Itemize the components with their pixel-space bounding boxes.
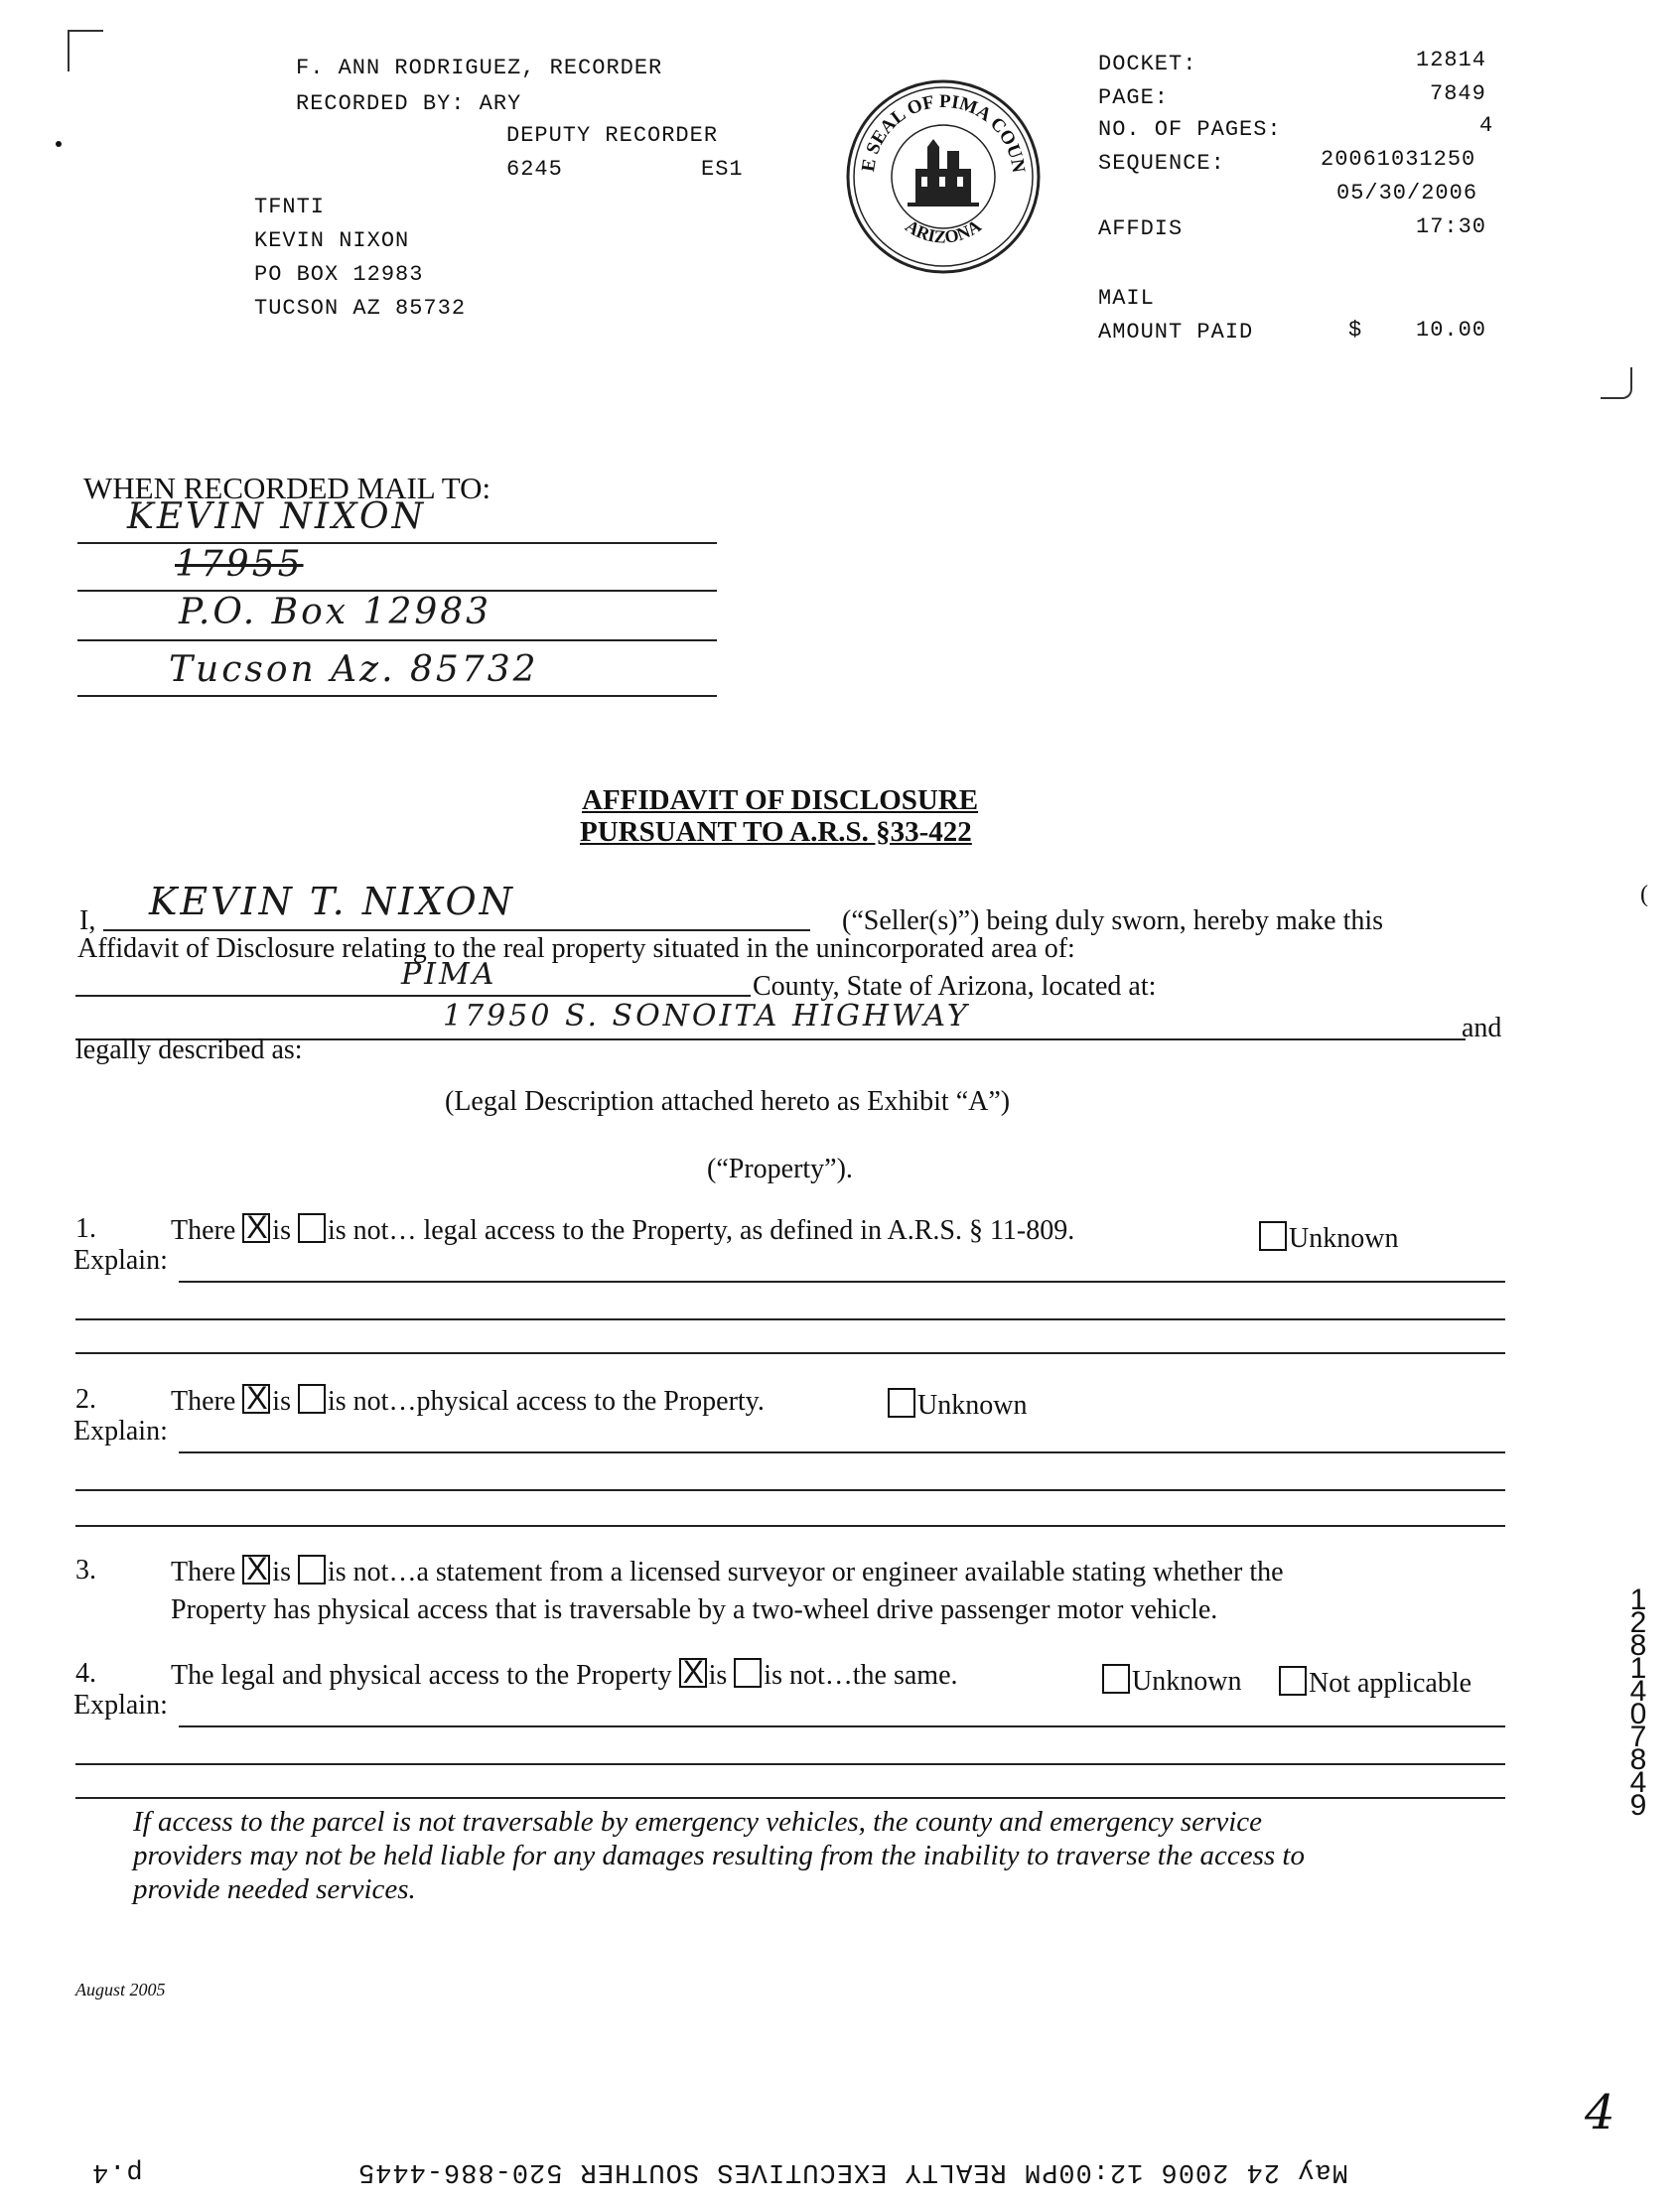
document-title: AFFIDAVIT OF DISCLOSURE xyxy=(582,784,979,816)
item-4-is-not-checkbox[interactable] xyxy=(734,1658,762,1688)
item-3-line-2: Property has physical access that is traversable by a two-wheel drive passenger motor vehicle. xyxy=(171,1594,1218,1625)
item-2-unknown: Unknown xyxy=(888,1388,1027,1422)
item-3-text: There X is is not…a statement from a licensed surveyor or engineer available stating whether the xyxy=(171,1555,1284,1588)
pages-value: 4 xyxy=(1479,113,1494,138)
item-1-number: 1. xyxy=(75,1213,96,1244)
record-time: 17:30 xyxy=(1416,214,1487,239)
mail-to-po-box: P.O. Box 12983 xyxy=(179,592,492,632)
item-4-explain: Explain: xyxy=(73,1690,168,1721)
code-b: ES1 xyxy=(701,157,744,182)
address-line-4: TUCSON AZ 85732 xyxy=(254,296,467,321)
item-1-unknown: Unknown xyxy=(1259,1221,1398,1255)
item-2-unknown-checkbox[interactable] xyxy=(888,1388,915,1418)
pages-label: NO. OF PAGES: xyxy=(1098,117,1282,142)
amount-value: 10.00 xyxy=(1416,318,1487,343)
and-text: and xyxy=(1462,1013,1502,1043)
item-1-is-not-checkbox[interactable] xyxy=(298,1213,326,1243)
item-4-not-applicable-checkbox[interactable] xyxy=(1279,1666,1307,1696)
document-subtitle: PURSUANT TO A.R.S. §33-422 xyxy=(580,816,972,848)
amount-currency: $ xyxy=(1348,318,1363,343)
item-1-unknown-checkbox[interactable] xyxy=(1259,1221,1287,1251)
notice-line-2: providers may not be held liable for any damages resulting from the inability to traverse the access to xyxy=(133,1840,1305,1871)
docket-label: DOCKET: xyxy=(1098,52,1197,76)
fax-header: May 24 2006 12:00PM REALTY EXECUTIVES SOUTHER 520-886-4445 xyxy=(357,2156,1348,2186)
mail-to-street: 17955 xyxy=(175,544,304,585)
property-label: (“Property”). xyxy=(707,1154,853,1184)
item-1-text: There X is is not… legal access to the Property, as defined in A.R.S. § 11-809. xyxy=(171,1213,1074,1247)
item-4-unknown: Unknown xyxy=(1102,1664,1241,1698)
deputy-recorder: DEPUTY RECORDER xyxy=(506,123,719,148)
item-1-explain: Explain: xyxy=(73,1245,168,1276)
sequence-value: 20061031250 xyxy=(1321,147,1476,172)
item-4-number: 4. xyxy=(75,1658,96,1689)
address-line-2: KEVIN NIXON xyxy=(254,228,410,253)
document-type: AFFDIS xyxy=(1098,216,1184,241)
affidavit-text: Affidavit of Disclosure relating to the real property situated in the unincorporated area of: xyxy=(77,933,1075,964)
item-3-number: 3. xyxy=(75,1555,96,1586)
corner-mark-right xyxy=(1601,367,1632,399)
item-3-is-not-checkbox[interactable] xyxy=(298,1555,326,1585)
address-line-3: PO BOX 12983 xyxy=(254,262,424,287)
item-4-text: The legal and physical access to the Property X is is not…the same. xyxy=(171,1658,958,1692)
legally-described: legally described as: xyxy=(75,1034,303,1065)
item-4-is-checkbox[interactable] xyxy=(679,1658,707,1688)
item-2-explain: Explain: xyxy=(73,1416,168,1447)
notice-line-1: If access to the parcel is not traversable by emergency vehicles, the county and emergency service xyxy=(133,1806,1263,1838)
address-line-1: TFNTI xyxy=(254,195,326,219)
item-3-is-checkbox[interactable] xyxy=(242,1555,270,1585)
item-2-is-checkbox[interactable] xyxy=(242,1384,270,1414)
item-2-explain-line-2 xyxy=(75,1489,1505,1491)
mail-to-line-1 xyxy=(77,542,717,544)
county-text: County, State of Arizona, located at: xyxy=(753,971,1157,1002)
mail-to-label: WHEN RECORDED MAIL TO: xyxy=(83,471,491,505)
sequence-label: SEQUENCE: xyxy=(1098,151,1225,176)
fax-page: p.4 xyxy=(91,2156,143,2186)
legal-description-note: (Legal Description attached hereto as Exhibit “A”) xyxy=(445,1086,1011,1117)
seller-name: KEVIN T. NIXON xyxy=(149,880,515,923)
mail-to-line-4 xyxy=(77,695,717,697)
recorded-by: RECORDED BY: ARY xyxy=(296,91,522,116)
record-date: 05/30/2006 xyxy=(1336,181,1478,206)
seal-bottom-text: ARIZONA xyxy=(902,215,985,247)
svg-text:ARIZONA xyxy=(902,215,984,246)
item-1-explain-line-3 xyxy=(75,1352,1505,1354)
item-2-is-not-checkbox[interactable] xyxy=(298,1384,326,1414)
county-name: PIMA xyxy=(401,957,497,992)
mail-to-line-3 xyxy=(77,639,717,641)
item-4-unknown-checkbox[interactable] xyxy=(1102,1664,1130,1694)
margin-mark: ( xyxy=(1640,882,1648,907)
handwritten-page-number: 4 xyxy=(1585,2085,1615,2140)
item-4-explain-line-2 xyxy=(75,1763,1505,1765)
seller-name-line xyxy=(103,929,810,931)
recorder-name: F. ANN RODRIGUEZ, RECORDER xyxy=(296,56,663,80)
item-2-number: 2. xyxy=(75,1384,96,1415)
item-1-is-checkbox[interactable] xyxy=(242,1213,270,1243)
mail-to-name: KEVIN NIXON xyxy=(127,496,427,537)
property-address: 17950 S. SONOITA HIGHWAY xyxy=(443,999,970,1034)
form-date: August 2005 xyxy=(75,1980,166,1999)
item-1-explain-line-1 xyxy=(179,1281,1505,1283)
docket-value: 12814 xyxy=(1416,48,1487,72)
county-seal xyxy=(844,77,1043,276)
seal-top-text: E SEAL OF PIMA COUN xyxy=(858,90,1030,175)
seller-text: (“Seller(s)”) being duly sworn, hereby make this xyxy=(842,905,1384,936)
amount-label: AMOUNT PAID xyxy=(1098,320,1254,345)
mail-to-city: Tucson Az. 85732 xyxy=(169,649,539,690)
mail-label: MAIL xyxy=(1098,286,1155,311)
county-line xyxy=(75,995,751,997)
code-a: 6245 xyxy=(506,157,563,182)
item-1-explain-line-2 xyxy=(75,1318,1505,1320)
item-2-explain-line-1 xyxy=(179,1451,1505,1453)
side-stamp-number: 12814 07849 xyxy=(1629,1584,1647,1822)
page-label: PAGE: xyxy=(1098,85,1170,110)
intro-i: I, xyxy=(79,905,96,936)
item-2-explain-line-3 xyxy=(75,1525,1505,1527)
item-2-text: There X is is not…physical access to the Property. xyxy=(171,1384,765,1418)
notice-line-3: provide needed services. xyxy=(133,1873,416,1905)
item-4-explain-line-1 xyxy=(179,1725,1505,1727)
page-value: 7849 xyxy=(1430,81,1486,106)
item-4-explain-line-3 xyxy=(75,1797,1505,1799)
item-4-not-applicable: Not applicable xyxy=(1279,1666,1471,1700)
corner-mark xyxy=(68,30,103,71)
speck-mark xyxy=(56,141,62,147)
